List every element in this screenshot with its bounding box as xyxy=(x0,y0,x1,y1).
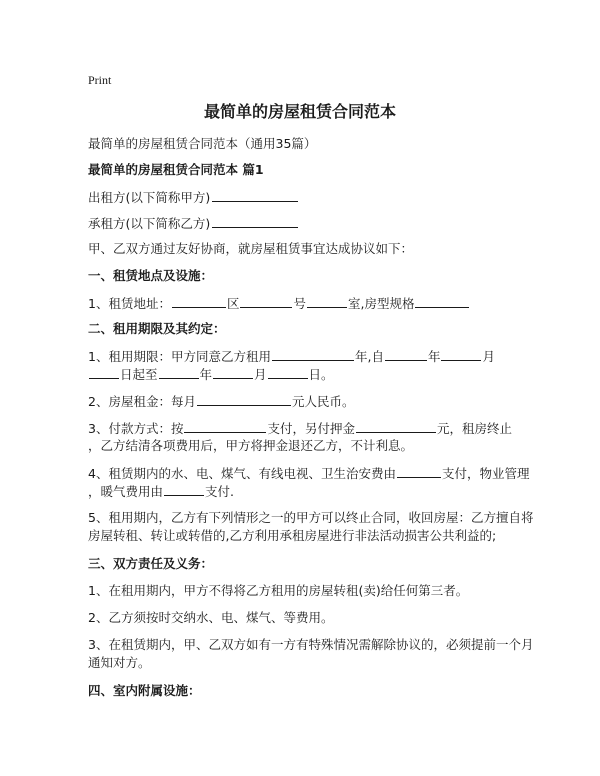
intro-paragraph: 甲、乙双方通过友好协商，就房屋租赁事宜达成协议如下： xyxy=(88,241,414,256)
lessor-blank xyxy=(212,189,298,202)
duty-3-line-2: 通知对方。 xyxy=(88,655,151,670)
term-day-from: 日起至 xyxy=(120,367,158,382)
utilities-line-1 xyxy=(88,465,529,482)
terminate-line-2: 房屋转租、转让或转借的,乙方利用承租房屋进行非法活动损害公共利益的; xyxy=(88,528,497,543)
address-number: 号 xyxy=(293,296,306,311)
address-room: 室,房型规格 xyxy=(348,296,415,311)
term-year: 年,自 xyxy=(354,349,384,364)
address-district: 区 xyxy=(226,296,240,311)
rent-blank xyxy=(197,393,291,406)
address-line xyxy=(88,295,470,312)
term-month: 月 xyxy=(482,349,495,364)
term-line-2 xyxy=(88,366,334,383)
section-2-heading: 二、租用期限及其约定： xyxy=(88,321,226,336)
term-blank-years xyxy=(272,348,354,361)
section-1-heading: 一、租赁地点及设施： xyxy=(88,268,214,283)
term-blank-start-year xyxy=(385,348,427,361)
duty-2: 2、乙方须按时交纳水、电、煤气、等费用。 xyxy=(88,610,334,625)
payment-blank-deposit xyxy=(356,420,436,433)
utilities-line-2 xyxy=(88,483,234,500)
lessee-blank xyxy=(212,215,298,228)
utilities-line2-prefix: ，暖气费用由 xyxy=(88,484,164,499)
document-subtitle: 最简单的房屋租赁合同范本（通用35篇） xyxy=(88,136,317,151)
term-year3: 年 xyxy=(199,367,213,382)
print-label[interactable]: Print xyxy=(88,73,112,87)
term-day-end: 日。 xyxy=(308,367,334,382)
address-blank-2 xyxy=(240,295,292,308)
lessor-line xyxy=(88,189,298,206)
lessee-label: 承租方(以下简称乙方) xyxy=(88,216,211,231)
duty-3-line-1: 3、在租赁期内，甲、乙双方如有一方有特殊情况需解除协议的，必须提前一个月 xyxy=(88,637,534,652)
utilities-blank-heating xyxy=(164,483,204,496)
term-month2: 月 xyxy=(254,367,267,382)
address-blank-4 xyxy=(415,295,469,308)
utilities-prefix: 4、租赁期内的水、电、煤气、有线电视、卫生治安费由 xyxy=(88,466,396,481)
rent-unit: 元人民币。 xyxy=(291,394,355,409)
term-blank-start-day xyxy=(89,366,119,379)
address-blank-3 xyxy=(307,295,347,308)
term-year2: 年 xyxy=(427,349,441,364)
term-prefix: 1、租用期限：甲方同意乙方租用 xyxy=(88,349,271,364)
utilities-line2-suffix: 支付. xyxy=(205,484,234,499)
payment-suffix: 元，租房终止 xyxy=(436,421,512,436)
payment-blank-method xyxy=(184,420,266,433)
payment-mid: 支付，另付押金 xyxy=(267,421,355,436)
address-blank-1 xyxy=(172,295,226,308)
section-3-heading: 三、双方责任及义务： xyxy=(88,556,214,571)
rent-line xyxy=(88,393,354,410)
lessor-label: 出租方(以下简称甲方) xyxy=(88,190,211,205)
duty-1: 1、在租用期内，甲方不得将乙方租用的房屋转租(卖)给任何第三者。 xyxy=(88,583,469,598)
rent-label: 2、房屋租金：每月 xyxy=(88,394,196,409)
section-4-heading: 四、室内附属设施： xyxy=(88,683,201,698)
term-blank-start-month xyxy=(441,348,481,361)
lessee-line xyxy=(88,215,298,232)
term-blank-end-year xyxy=(159,366,199,379)
address-label: 1、租赁地址： xyxy=(88,296,171,311)
terminate-line-1: 5、租用期内，乙方有下列情形之一的甲方可以终止合同，收回房屋：乙方擅自将 xyxy=(88,510,534,525)
utilities-mid: 支付，物业管理 xyxy=(441,466,530,481)
payment-line-1 xyxy=(88,420,512,437)
utilities-blank-payer xyxy=(397,465,441,478)
payment-prefix: 3、付款方式：按 xyxy=(88,421,184,436)
document-title: 最简单的房屋租赁合同范本 xyxy=(203,102,396,121)
payment-line-2: ，乙方结清各项费用后，甲方将押金退还乙方，不计利息。 xyxy=(88,438,414,453)
term-blank-end-day xyxy=(268,366,308,379)
term-blank-end-month xyxy=(213,366,253,379)
section-heading: 最简单的房屋租赁合同范本 篇1 xyxy=(88,162,264,177)
term-line-1 xyxy=(88,348,495,365)
